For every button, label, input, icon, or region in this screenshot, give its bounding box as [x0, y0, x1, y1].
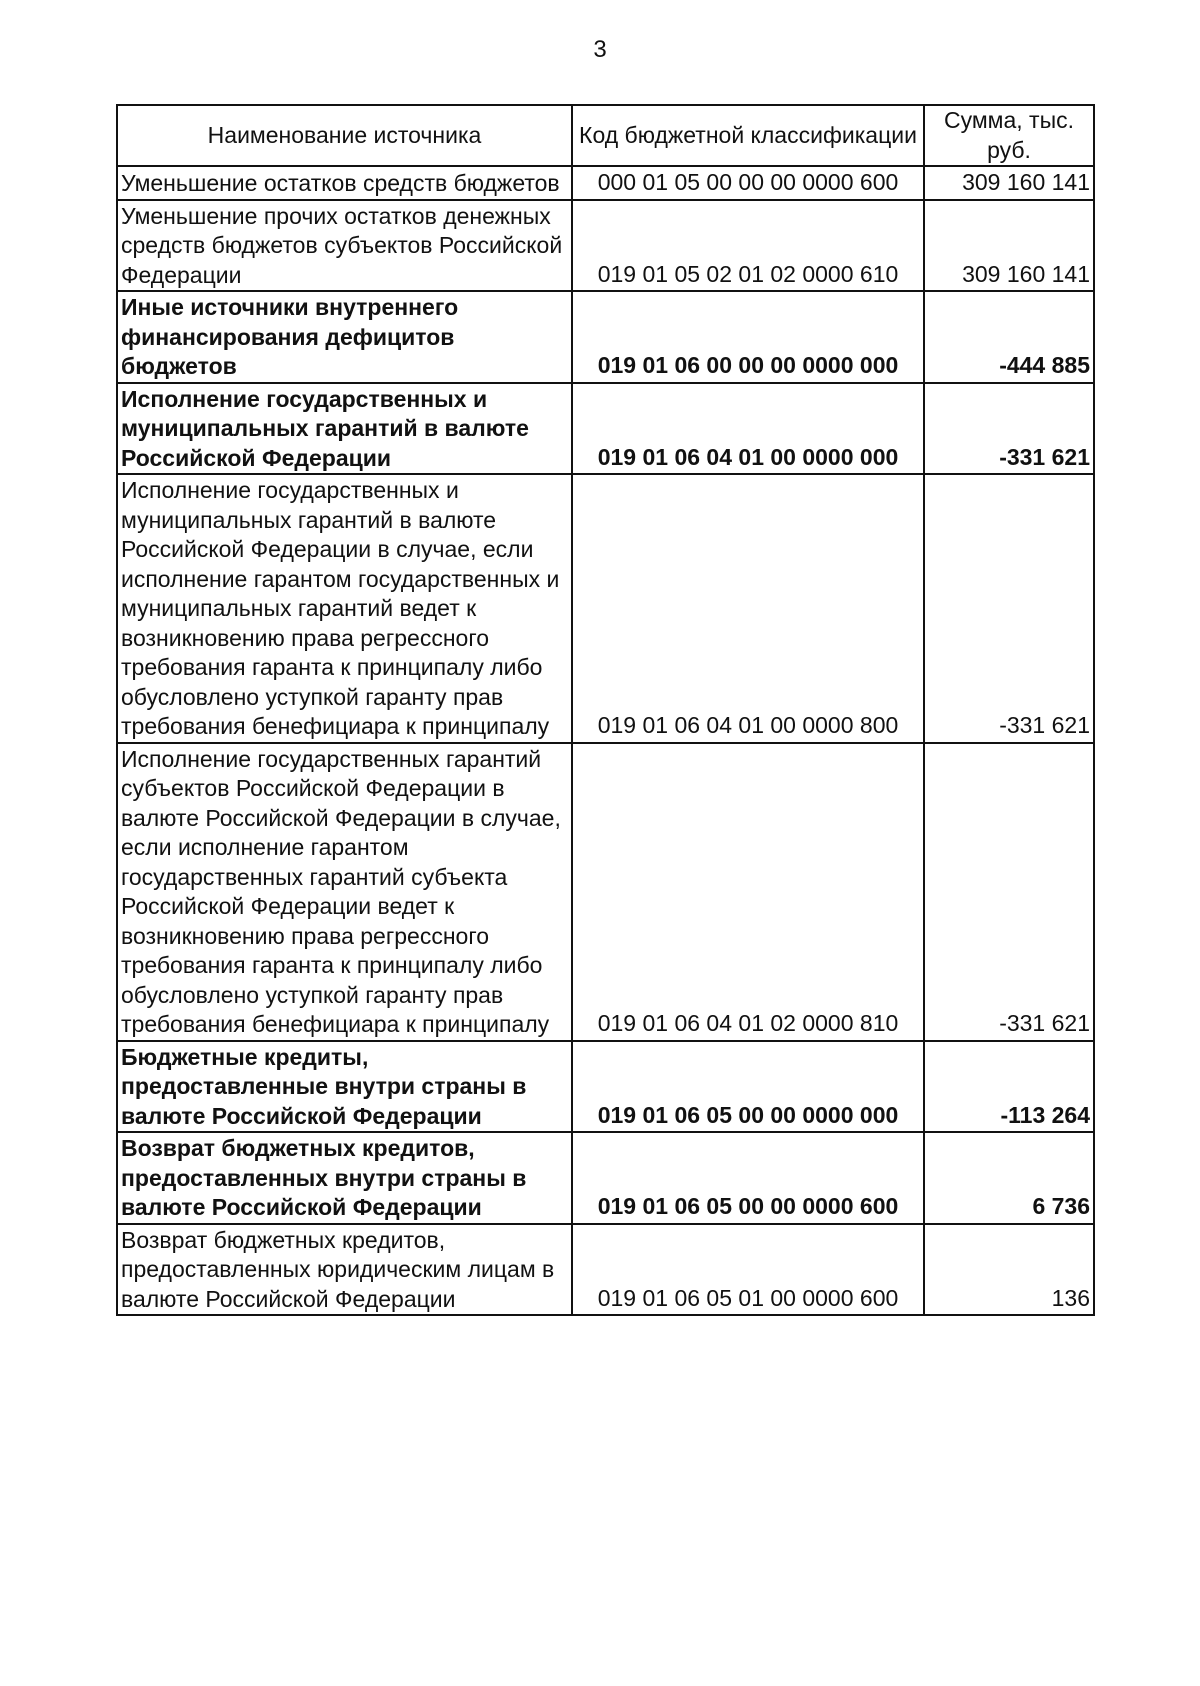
- table-row: [117, 474, 1094, 743]
- sum-cell: -331 621: [924, 474, 1094, 743]
- source-name-cell: Иные источники внутреннего финансирования дефицитов бюджетов: [117, 291, 572, 383]
- table-header-row: [117, 105, 1094, 166]
- sum-cell: -113 264: [924, 1041, 1094, 1133]
- budget-code-cell: 019 01 06 00 00 00 0000 000: [572, 291, 924, 383]
- budget-code-cell: 019 01 06 04 01 02 0000 810: [572, 743, 924, 1041]
- sum-cell: 309 160 141: [924, 200, 1094, 292]
- table-row: [117, 383, 1094, 475]
- source-name-cell: Исполнение государственных гарантий субъектов Российской Федерации в валюте Российской Федерации в случае, если исполнение гарантом государственных гарантий субъекта Российской Федерации ведет к возникновению права регрессного требования гаранта к принципалу либо обусловлено уступкой гаранту прав требования бенефициара к принципалу: [117, 743, 572, 1041]
- source-name-cell: Уменьшение остатков средств бюджетов: [117, 166, 572, 200]
- table-row: [117, 1041, 1094, 1133]
- table-row: [117, 200, 1094, 292]
- header-budget-code: Код бюджетной классификации: [572, 105, 924, 166]
- sum-cell: 309 160 141: [924, 166, 1094, 200]
- sum-cell: 136: [924, 1224, 1094, 1316]
- source-name-cell: Возврат бюджетных кредитов, предоставленных юридическим лицам в валюте Российской Федерации: [117, 1224, 572, 1316]
- budget-code-cell: 019 01 06 04 01 00 0000 000: [572, 383, 924, 475]
- table-row: [117, 743, 1094, 1041]
- table-row: [117, 166, 1094, 200]
- budget-code-cell: 019 01 06 05 00 00 0000 600: [572, 1132, 924, 1224]
- budget-code-cell: 019 01 06 04 01 00 0000 800: [572, 474, 924, 743]
- budget-code-cell: 019 01 06 05 00 00 0000 000: [572, 1041, 924, 1133]
- page-number: 3: [593, 36, 607, 63]
- budget-code-cell: 019 01 06 05 01 00 0000 600: [572, 1224, 924, 1316]
- sum-cell: -331 621: [924, 743, 1094, 1041]
- source-name-cell: Бюджетные кредиты, предоставленные внутри страны в валюте Российской Федерации: [117, 1041, 572, 1133]
- sum-cell: -331 621: [924, 383, 1094, 475]
- source-name-cell: Исполнение государственных и муниципальных гарантий в валюте Российской Федерации в случае, если исполнение гарантом государственных и муниципальных гарантий ведет к возникновению права регрессного требования гаранта к принципалу либо обусловлено уступкой гаранту прав требования бенефициара к принципалу: [117, 474, 572, 743]
- source-name-cell: Уменьшение прочих остатков денежных средств бюджетов субъектов Российской Федерации: [117, 200, 572, 292]
- sum-cell: -444 885: [924, 291, 1094, 383]
- table-row: [117, 1132, 1094, 1224]
- source-name-cell: Исполнение государственных и муниципальных гарантий в валюте Российской Федерации: [117, 383, 572, 475]
- budget-code-cell: 000 01 05 00 00 00 0000 600: [572, 166, 924, 200]
- sum-cell: 6 736: [924, 1132, 1094, 1224]
- table-row: [117, 291, 1094, 383]
- table-row: [117, 1224, 1094, 1316]
- header-source-name: Наименование источника: [117, 105, 572, 166]
- budget-code-cell: 019 01 05 02 01 02 0000 610: [572, 200, 924, 292]
- header-sum: Сумма, тыс. руб.: [924, 105, 1094, 166]
- budget-sources-table: [116, 104, 1095, 1316]
- source-name-cell: Возврат бюджетных кредитов, предоставленных внутри страны в валюте Российской Федерации: [117, 1132, 572, 1224]
